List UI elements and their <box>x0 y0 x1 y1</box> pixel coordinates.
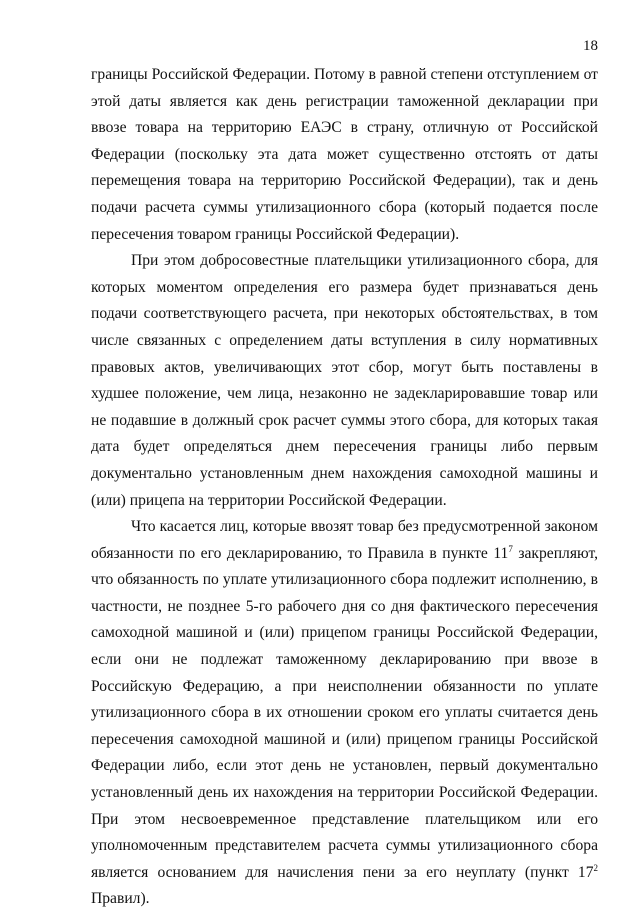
paragraph-text-part: Правил). <box>91 890 150 908</box>
paragraph-text-part: Что касается лиц, которые ввозят товар без предусмотренной законом обязанности по его декларированию, то Правила в пункте 11 <box>91 518 598 562</box>
paragraph-continuation: границы Российской Федерации. Потому в равной степени отступлением от этой даты является как день регистрации таможенной декларации при ввозе товара на территорию ЕАЭС в страну, отличную от Российской Федерации (поскольку эта дата может существенно отстоять от даты перемещения товара на территорию Российской Федерации), так и день подачи расчета суммы утилизационного сбора (который подается после пересечения товаром границы Российской Федерации). <box>91 66 598 243</box>
superscript-footnote: 7 <box>508 543 513 554</box>
page-number: 18 <box>583 38 598 54</box>
paragraph-conscientious-payers: При этом добросовестные плательщики утилизационного сбора, для которых моментом определения его размера будет признаваться день подачи соответствующего расчета, при некоторых обстоятельствах, в том числе связанных с определением даты вступления в силу нормативных правовых актов, увеличивающих этот сбор, могут быть поставлены в худшее положение, чем лица, незаконно не задекларировавшие товар или не подавшие в должный срок расчет суммы этого сбора, для которых такая дата будет определяться днем пересечения границы либо первым документально установленным днем нахождения самоходной машины и (или) прицепа на территории Российской Федерации. <box>91 252 598 509</box>
superscript-footnote: 2 <box>593 862 598 873</box>
paragraph-undeclared-imports <box>91 514 598 913</box>
paragraph-text-part: закрепляют, что обязанность по уплате утилизационного сбора подлежит исполнению, в частности, не позднее 5-го рабочего дня со дня фактического пересечения самоходной машиной и (или) прицепом границы Российской Федерации, если они не подлежат таможенному декларированию при ввозе в Российскую Федерацию, а при неисполнении обязанности по уплате утилизационного сбора в их отношении сроком его уплаты считается день пересечения самоходной машиной и (или) прицепом границы Российской Федерации либо, если этот день не установлен, первый документально установленный день их нахождения на территории Российской Федерации. При этом несвоевременное представление плательщиком или его уполномоченным представителем расчета суммы утилизационного сбора является основанием для начисления пени за его неуплату (пункт 17 <box>91 544 598 881</box>
document-body <box>91 62 598 913</box>
